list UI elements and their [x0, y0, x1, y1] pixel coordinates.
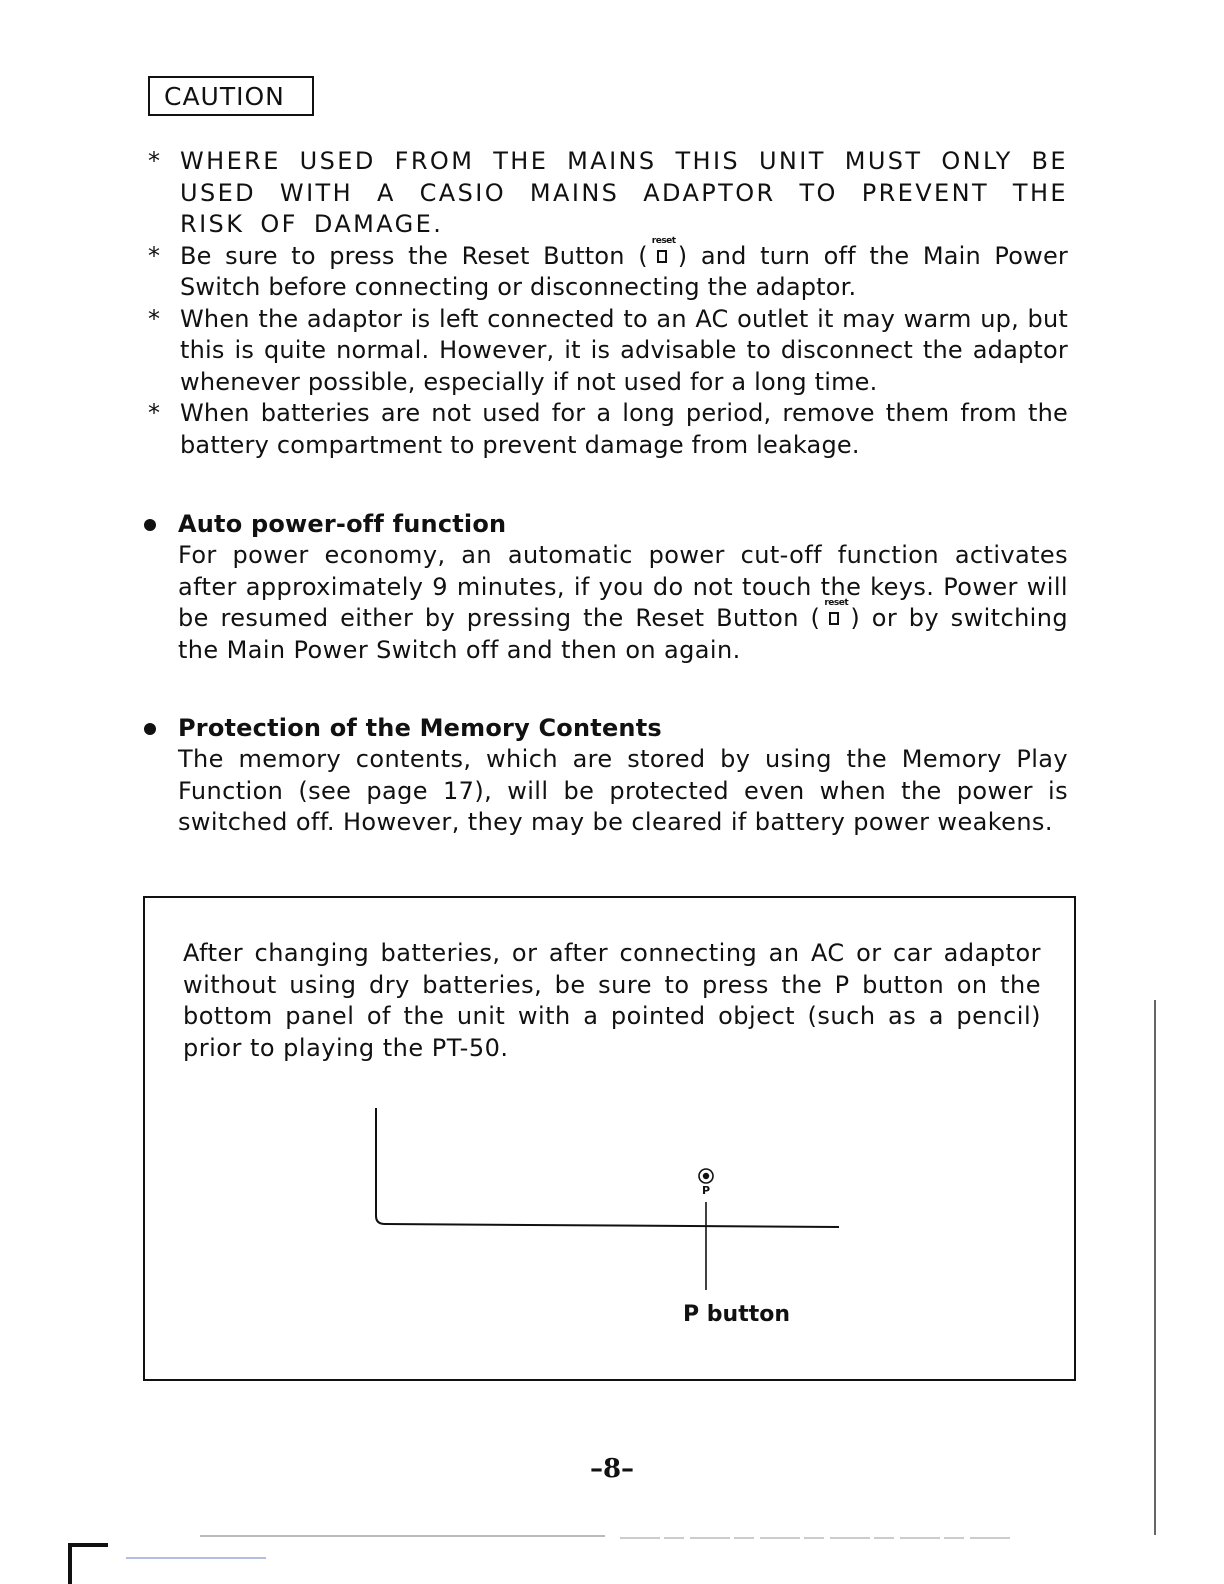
- section-title: Protection of the Memory Contents: [178, 714, 662, 742]
- note-text: After changing batteries, or after connecting an AC or car adaptor without using dry batteries, be sure to press the P button on the bottom panel of the unit with a pointed object (such as a pencil) prior to playing the PT-50.: [183, 939, 1041, 1062]
- asterisk-bullet: *: [148, 304, 160, 333]
- reset-symbol-label: reset: [651, 235, 676, 246]
- caution-text: When the adaptor is left connected to an AC outlet it may warm up, but this is quite normal. However, it is advisable to disconnect the adaptor whenever possible, especially if not used for a long time.: [180, 304, 1068, 396]
- section-body-part: For power economy, an automatic power cut-off function activates after approximately 9 minutes, if you do not touch the keys. Power will be resumed either by pressing the Reset Button (: [178, 541, 1068, 632]
- caution-text: When batteries are not used for a long period, remove them from the battery compartment to prevent damage from leakage.: [180, 399, 1068, 459]
- asterisk-bullet: *: [148, 241, 160, 270]
- section-title: Auto power-off function: [178, 510, 507, 538]
- p-button-caption: P button: [683, 1302, 791, 1327]
- reset-symbol-label: reset: [824, 598, 849, 608]
- section-body: The memory contents, which are stored by using the Memory Play Function (see page 17), will be protected even when the power is switched off. However, they may be cleared if battery power weakens.: [178, 745, 1068, 836]
- p-marker-label: P: [701, 1184, 711, 1197]
- asterisk-bullet: *: [148, 147, 160, 175]
- caution-text-part: ) and turn off the Main Power Switch before connecting or disconnecting the adaptor.: [180, 241, 1068, 301]
- caution-text-part: Be sure to press the Reset Button (: [180, 241, 648, 270]
- section-body-part: ) or by switching the Main Power Switch off and then on again.: [178, 604, 1068, 664]
- caution-text: WHERE USED FROM THE MAINS THIS UNIT MUST ONLY BE USED WITH A CASIO MAINS ADAPTOR TO PREVENT THE RISK OF DAMAGE.: [180, 147, 1068, 238]
- asterisk-bullet: *: [148, 399, 160, 427]
- page-number: –8–: [589, 1454, 635, 1484]
- caution-heading: CAUTION: [148, 76, 314, 116]
- crop-mark: [70, 1545, 108, 1584]
